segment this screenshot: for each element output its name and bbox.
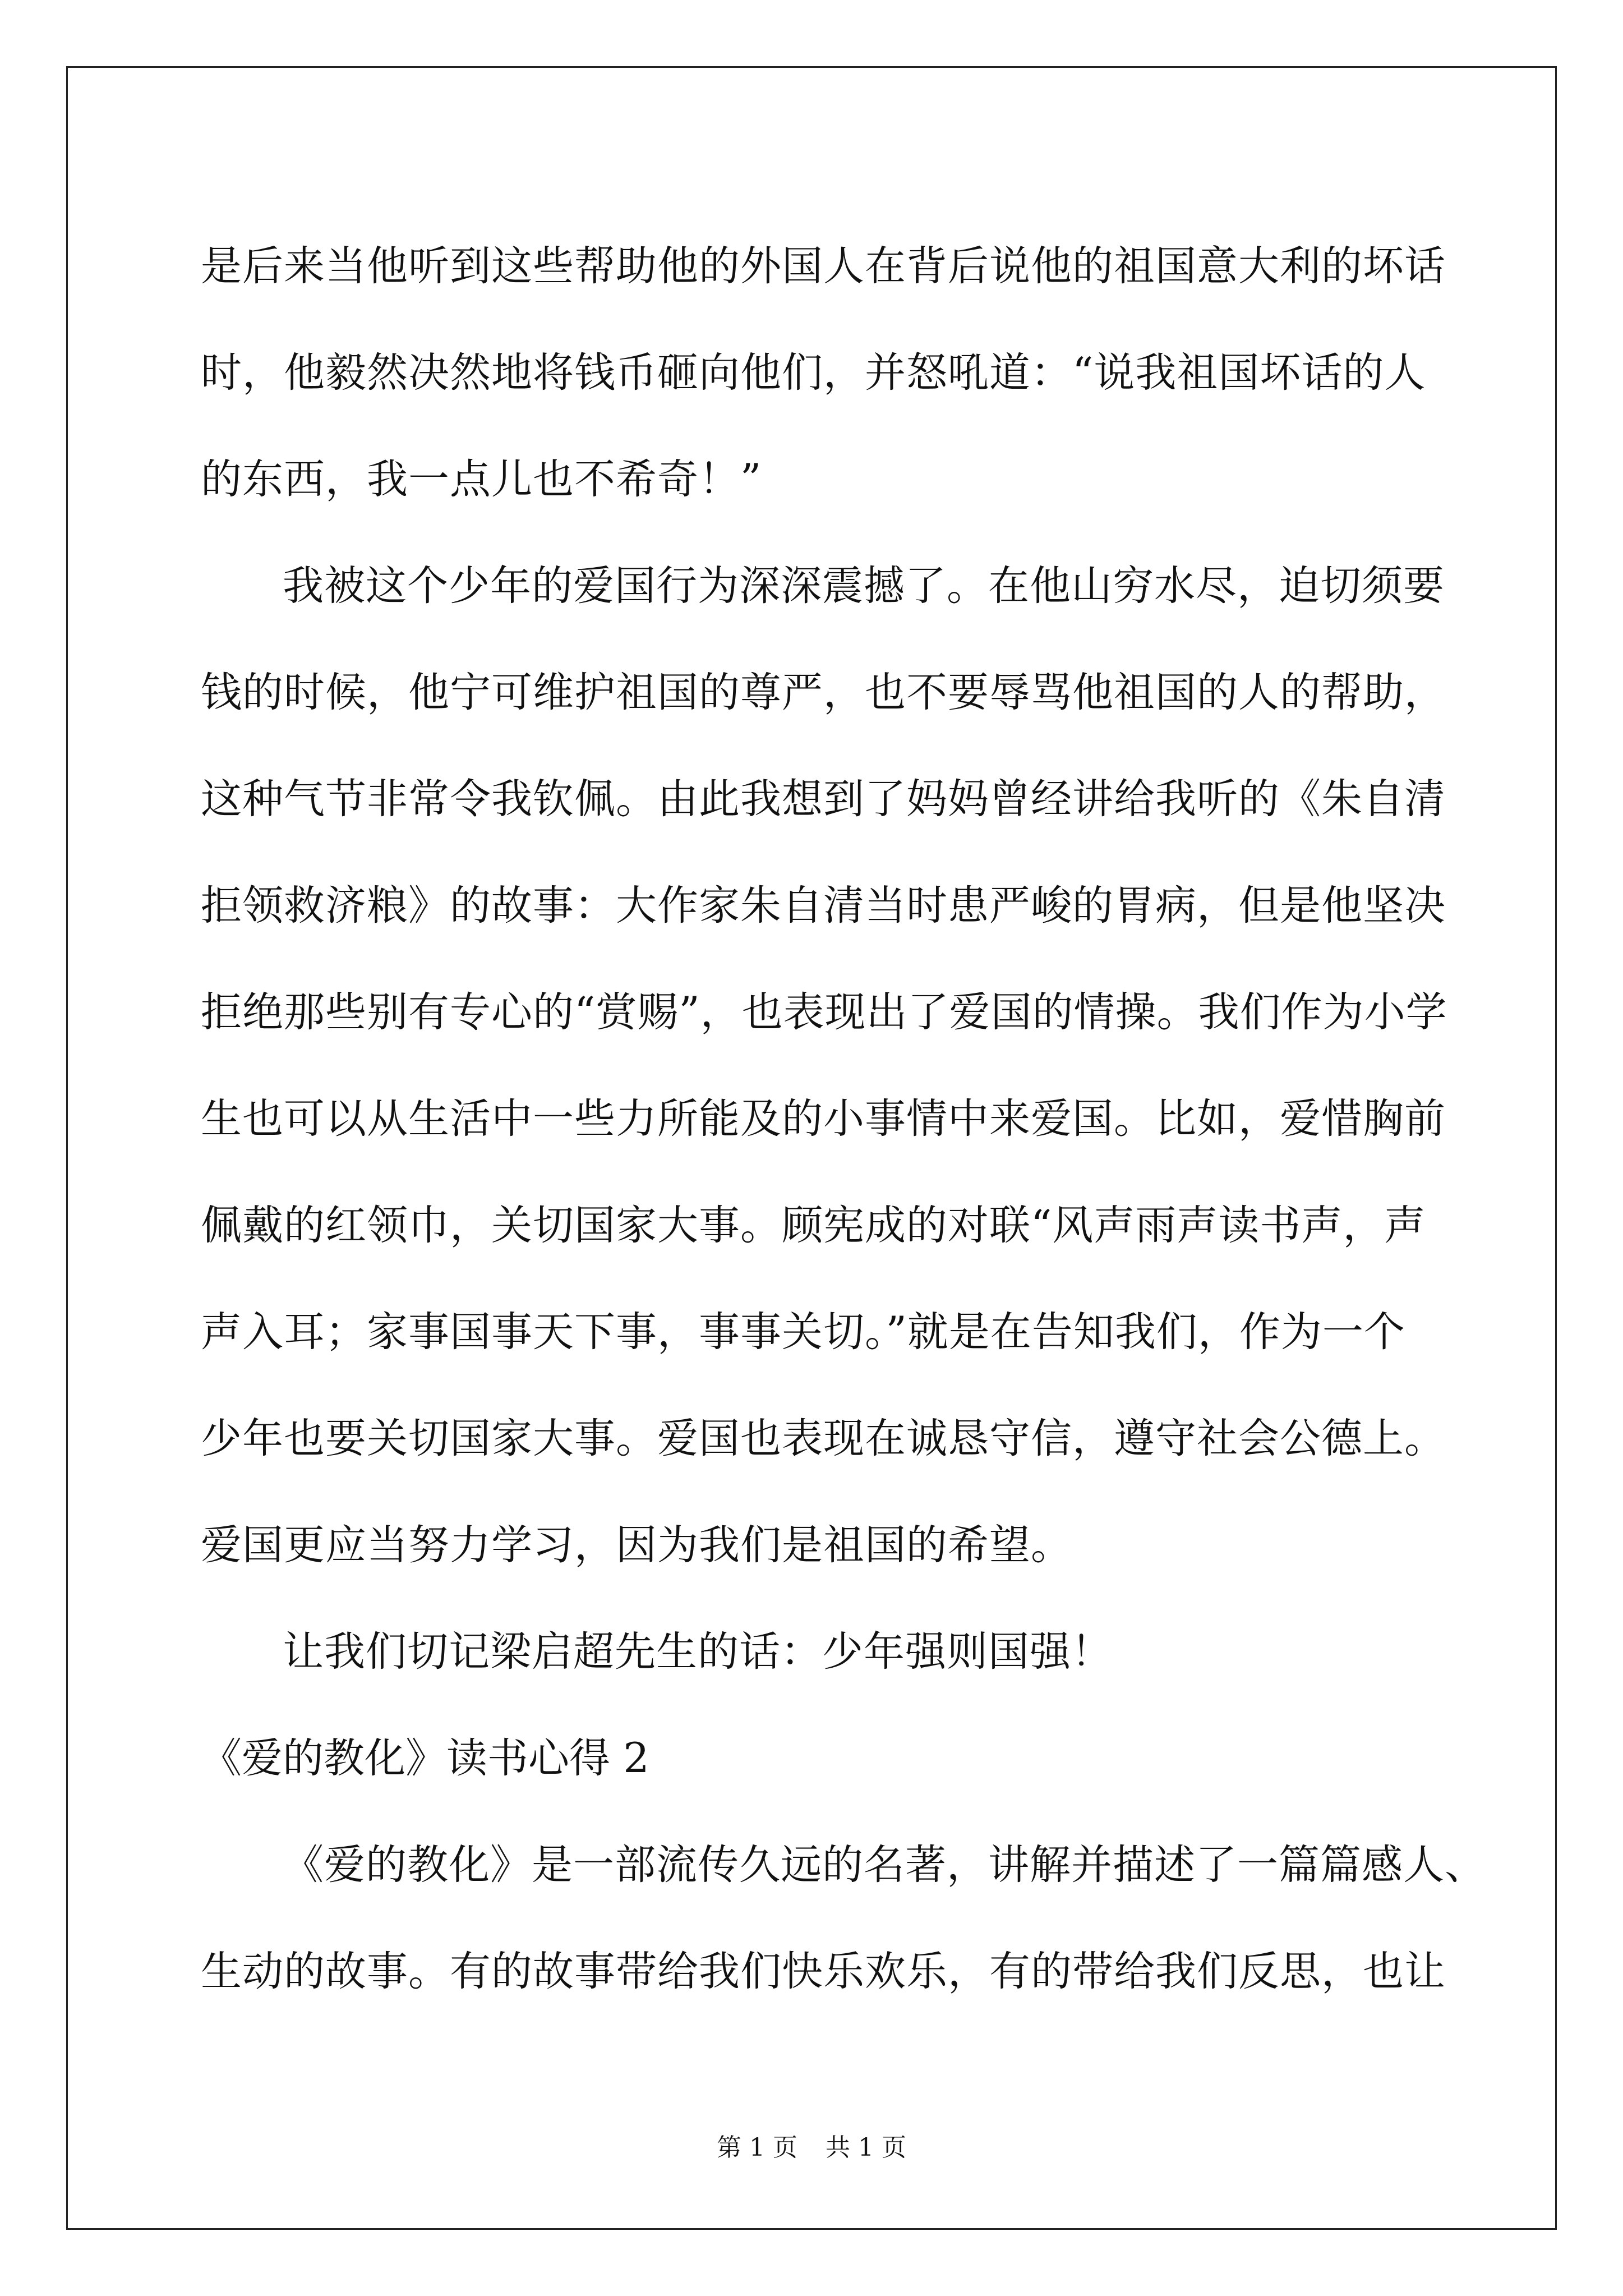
text-line: 是后来当他听到这些帮助他的外国人在背后说他的祖国意大利的坏话	[201, 242, 1446, 290]
text-line: 佩戴的红领巾，关切国家大事。顾宪成的对联“风声雨声读书声，声	[201, 1202, 1426, 1249]
text-line: 时，他毅然决然地将钱币砸向他们，并怒吼道：“说我祖国坏话的人	[201, 349, 1426, 397]
text-line: 生也可以从生活中一些力所能及的小事情中来爱国。比如，爱惜胸前	[201, 1095, 1446, 1143]
paragraph-start-line: 《爱的教化》是一部流传久远的名著，讲解并描述了一篇篇感人、	[283, 1841, 1486, 1889]
text-line: 少年也要关切国家大事。爱国也表现在诚恳守信，遵守社会公德上。	[201, 1415, 1446, 1462]
text-line: 声入耳；家事国事天下事，事事关切。”就是在告知我们，作为一个	[201, 1308, 1405, 1356]
paragraph-start-line: 让我们切记梁启超先生的话：少年强则国强！	[283, 1628, 1113, 1676]
document-body	[201, 213, 1486, 2025]
text-line: 拒领救济粮》的故事：大作家朱自清当时患严峻的胃病，但是他坚决	[201, 882, 1446, 930]
text-line: 生动的故事。有的故事带给我们快乐欢乐，有的带给我们反思，也让	[201, 1948, 1446, 1995]
paragraph-start-line: 我被这个少年的爱国行为深深震撼了。在他山穷水尽，迫切须要	[283, 562, 1445, 610]
text-line: 钱的时候，他宁可维护祖国的尊严，也不要辱骂他祖国的人的帮助，	[201, 669, 1446, 716]
section-heading: 《爱的教化》读书心得 2	[201, 1734, 649, 1782]
text-line: 的东西，我一点儿也不希奇！”	[201, 455, 762, 503]
page-footer	[0, 2127, 1623, 2163]
text-line: 爱国更应当努力学习，因为我们是祖国的希望。	[201, 1521, 1072, 1569]
text-line: 这种气节非常令我钦佩。由此我想到了妈妈曾经讲给我听的《朱自清	[201, 775, 1446, 823]
text-line: 拒绝那些别有专心的“赏赐”，也表现出了爱国的情操。我们作为小学	[201, 988, 1447, 1036]
page-number: 第 1 页	[717, 2133, 797, 2162]
page-total: 共 1 页	[826, 2133, 906, 2162]
